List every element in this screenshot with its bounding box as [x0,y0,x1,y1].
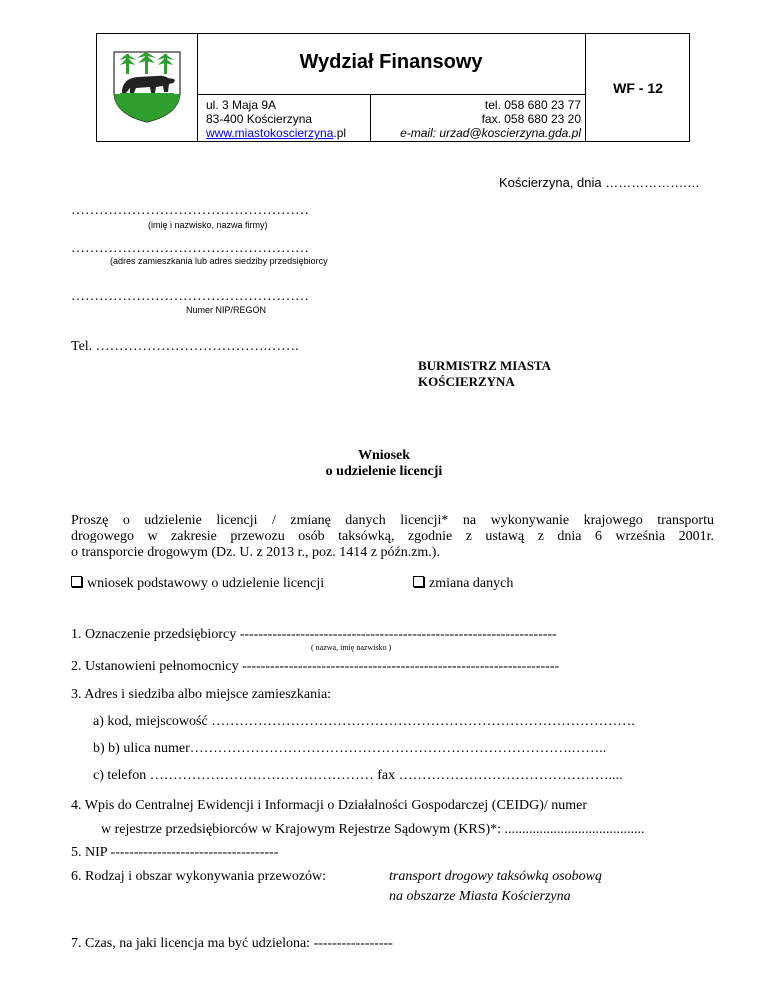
applicant-name-field[interactable]: …………………………………………… [71,203,309,218]
recipient-line1: BURMISTRZ MIASTA [418,358,552,373]
item-1-caption: ( nazwa, imię nazwisko ) [311,643,392,652]
item-3c-phone-fax[interactable]: c) telefon ………………………………………… fax ……………………………………….... [93,768,623,783]
option-change[interactable] [413,576,513,592]
intro-line1: Proszę o udzielenie licencji / zmianę danych licencji* na wykonywanie krajowego transportu [71,513,714,528]
item-4-krs[interactable]: w rejestrze przedsiębiorców w Krajowym Rejestrze Sądowym (KRS)*: ........................................ [101,822,645,837]
phone: tel. 058 680 23 77 [484,98,581,112]
intro-line2: drogowego w zakresie przewozu osób taksówką, zgodnie z ustawą z dnia 6 września 2001r. [71,529,714,544]
item-3-address: 3. Adres i siedziba albo miejsce zamieszkania: [71,687,332,702]
coat-of-arms-logo [112,48,182,124]
department-title: Wydział Finansowy [299,51,483,73]
checkbox-icon[interactable] [413,576,424,587]
address-street: ul. 3 Maja 9A [206,98,277,112]
recipient-line2: KOŚCIERZYNA [418,374,515,389]
contact-cell [371,94,585,141]
form-code: WF - 12 [613,80,663,96]
address-cell [197,94,371,141]
intro-line3: o transporcie drogowym (Dz. U. z 2013 r., poz. 1414 z późn.zm.). [71,545,440,560]
date-line[interactable]: Kościerzyna, dnia ……………….… [499,175,700,190]
applicant-address-field[interactable]: …………………………………………… [71,241,309,256]
item-1-company[interactable]: 1. Oznaczenie przedsiębiorcy -------------------------------------------------------------------- [71,627,557,642]
address-city: 83-400 Kościerzyna [206,112,313,126]
applicant-name-caption: (imię i nazwisko, nazwa firmy) [148,220,268,230]
document-heading: Wniosek [357,448,411,463]
item-5-nip[interactable]: 5. NIP ------------------------------------ [71,845,279,860]
applicant-phone-field[interactable]: Tel. ……………………………….……. [71,339,299,354]
item-4-registry: 4. Wpis do Centralnej Ewidencji i Informacji o Działalności Gospodarczej (CEIDG)/ numer [71,798,588,813]
document-subheading: o udzielenie licencji [325,464,443,479]
form-code-cell [585,34,690,141]
item-6-value1: transport drogowy taksówką osobową [389,869,602,884]
applicant-nip-field[interactable]: …………………………………………… [71,289,309,304]
website-link[interactable]: www.miastokoscierzyna [206,126,334,140]
item-7-duration[interactable]: 7. Czas, na jaki licencja ma być udzielona: ----------------- [71,936,393,951]
email[interactable]: e-mail: urzad@koscierzyna.gda.pl [400,126,581,140]
option-basic-label: wniosek podstawowy o udzielenie licencji [87,576,325,591]
website-suffix: .pl [333,126,347,140]
fax: fax. 058 680 23 20 [481,112,581,126]
item-3b-street[interactable]: b) b) ulica numer……………………………………………………………………….…….. [93,741,607,756]
website [206,126,370,140]
item-2-proxies[interactable]: 2. Ustanowieni pełnomocnicy -------------------------------------------------------------------- [71,659,560,674]
item-6-value2: na obszarze Miasta Kościerzyna [389,889,571,904]
header-table [96,33,690,142]
option-change-label: zmiana danych [429,576,514,591]
item-3a-postcode[interactable]: a) kod, miejscowość ………………………………………………………………………………. [93,714,635,729]
item-6-label: 6. Rodzaj i obszar wykonywania przewozów: [71,869,327,884]
applicant-nip-caption: Numer NIP/REGON [186,305,267,315]
logo-cell [97,34,198,141]
option-basic[interactable] [71,576,324,592]
checkbox-icon[interactable] [71,576,82,587]
title-cell [197,34,585,95]
applicant-address-caption: (adres zamieszkania lub adres siedziby przedsiębiorcy [110,256,328,266]
